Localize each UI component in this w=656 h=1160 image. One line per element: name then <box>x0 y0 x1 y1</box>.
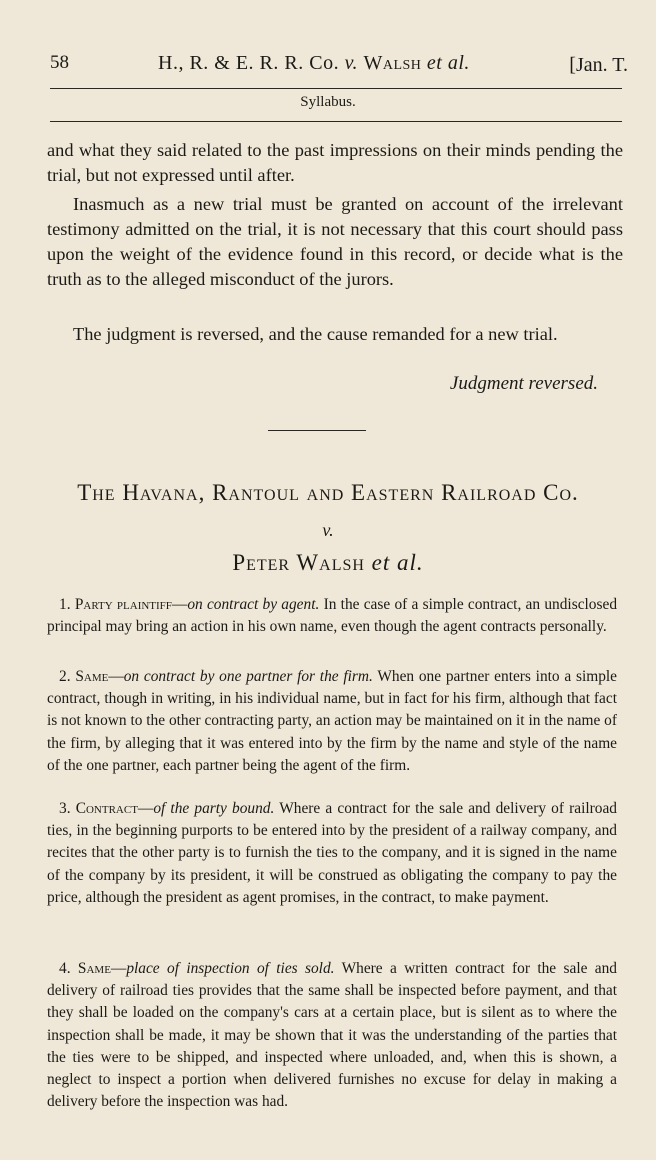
respondent-name: Peter Walsh <box>232 550 365 575</box>
syllabus-subheading: place of inspection of ties sold. <box>126 960 335 977</box>
section-label: Syllabus. <box>300 94 356 110</box>
syllabus-heading: Same <box>77 960 111 977</box>
syllabus-number: 3. <box>59 800 71 817</box>
case-title: The Havana, Rantoul and Eastern Railroad Co. <box>77 480 579 505</box>
syllabus-number: 4. <box>59 960 71 977</box>
syllabus-item: 1. Party plaintiff—on contract by agent. In the case of a simple contract, an undisclosed principal may bring an action in his own name, even though the agent contracts personally. <box>47 596 618 636</box>
syllabus-item: 3. Contract—of the party bound. Where a contract for the sale and delivery of railroad ties, in the beginning purports to be entered into by the president of a railway company, and recites that the other party is to furnish the ties to the company, and it is signed in the name of the company by its president, it will be construed as obligating the company to pay the price, although the president as agent promises, in the contract, to make payment. <box>47 800 617 906</box>
opinion-paragraph-3 <box>47 322 623 347</box>
syllabus-heading: Contract <box>75 800 138 817</box>
section-divider <box>268 430 366 431</box>
syllabus-text: Where a contract for the sale and delivery of railroad ties, in the beginning purports to be entered into by the president of a railway company, and recites that the other party is to furnish the ties to the company, and it is signed in the name of the company by its president, it will be construed as obligating the company to pay the price, although the president as agent promises, in the contract, to make payment. <box>47 800 617 906</box>
running-case-prefix: H., R. & E. R. R. Co. <box>158 52 340 74</box>
case-versus: v. <box>322 520 334 540</box>
syllabus-item: 2. Same—on contract by one partner for the firm. When one partner enters into a simple contract, though in writing, in his individual name, but in fact for his firm, although that fact is not known to the other contracting party, an action may be maintained on it in the name of the firm, by alleging that it was entered into by the firm by the name and style of the name of the one partner, each partner being the agent of the firm. <box>47 668 617 774</box>
syllabus-item: 4. Same—place of inspection of ties sold. Where a written contract for the sale and delivery of railroad ties provides that the same shall be inspected before payment, and that they shall be loaded on the company's cars at a certain place, but is silent as to where the inspection shall be made, it may be shown that it was the understanding of the parties that the ties were to be shipped, and inspected where unloaded, and, when this is shown, a neglect to inspect a portion when delivered furnishes no excuse for delay in making a delivery before the inspection was had. <box>47 960 617 1111</box>
syllabus-number: 2. <box>59 668 71 685</box>
term-label: [Jan. T. <box>569 54 628 76</box>
case-respondent <box>0 550 656 576</box>
running-case-etal: et al. <box>426 52 470 74</box>
syllabus-text: Where a written contract for the sale and delivery of railroad ties provides that the same shall be inspected before payment, and that they shall be loaded on the company's cars at a certain place, but is silent as to where the inspection shall be made, it may be shown that it was the understanding of the parties that the ties were to be shipped, and inspected where unloaded, and, when this is shown, a neglect to inspect a portion when delivered furnishes no excuse for delay in making a delivery before the inspection was had. <box>47 960 617 1111</box>
opinion-paragraph-2 <box>47 192 623 292</box>
opinion-text: The judgment is reversed, and the cause remanded for a new trial. <box>73 324 558 344</box>
page-number: 58 <box>50 52 69 73</box>
respondent-etal: et al. <box>371 550 424 575</box>
syllabus-number: 1. <box>59 596 71 613</box>
judgment-line: Judgment reversed. <box>449 373 598 394</box>
header-rule-lower <box>50 121 622 122</box>
syllabus-heading: Party plaintiff <box>74 596 172 613</box>
running-case-v: v. <box>344 52 358 74</box>
opinion-text: Inasmuch as a new trial must be granted on account of the irrelevant testimony admitted on the trial, it is not necessary that this court should pass upon the weight of the evidence found in this record, or decide what is the truth as to the alleged misconduct of the jurors. <box>47 194 623 289</box>
syllabus-subheading: on contract by agent. <box>187 596 320 613</box>
syllabus-heading: Same <box>75 668 109 685</box>
syllabus-subheading: on contract by one partner for the firm. <box>123 668 373 685</box>
syllabus-text: When one partner enters into a simple contract, though in writing, in his individual name, but in fact for his firm, although that fact is not known to the other contracting party, an action may be maintained on it in the name of the firm, by alleging that it was entered into by the firm by the name and style of the name of the one partner, each partner being the agent of the firm. <box>47 668 617 774</box>
running-head <box>50 52 628 82</box>
opinion-paragraph-1 <box>47 138 623 188</box>
syllabus-text: In the case of a simple contract, an undisclosed principal may bring an action in his own name, even though the agent contracts personally. <box>47 596 618 636</box>
running-case-party: Walsh <box>363 52 422 74</box>
header-rule <box>50 88 622 89</box>
opinion-text: and what they said related to the past impressions on their minds pending the trial, but not expressed until after. <box>47 140 623 185</box>
running-case-name <box>158 52 470 75</box>
syllabus-subheading: of the party bound. <box>153 800 275 817</box>
